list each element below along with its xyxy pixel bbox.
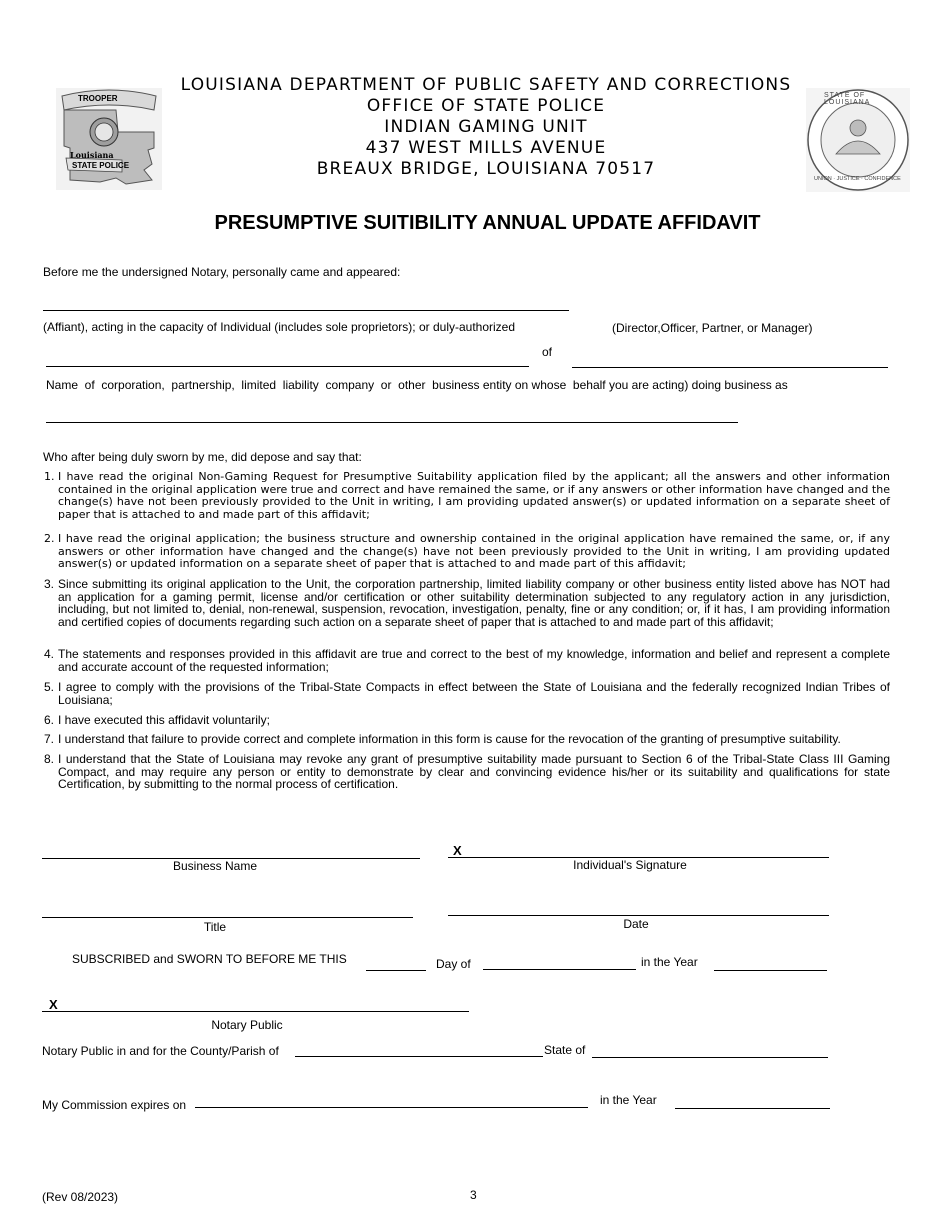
county-parish-field[interactable]	[295, 1056, 543, 1057]
item-number: 3.	[44, 577, 55, 591]
intro-text: Before me the undersigned Notary, personally came and appeared:	[43, 265, 401, 279]
doing-business-as-field[interactable]	[46, 422, 738, 423]
item-text: I have read the original Non-Gaming Request for Presumptive Suitability application filed by the applicant; all the answers and other information contained in the original application were true and correct and have remained the same, or if any answers or other information have changed and the change(s) have not been previously provided to the Unit in writing, I am providing updated answer(s) or updated information on a separate sheet of paper that is attached to and made part of this affidavit;	[58, 470, 890, 521]
badge-bottom-text: STATE POLICE	[72, 161, 130, 170]
page-title: PRESUMPTIVE SUITIBILITY ANNUAL UPDATE AFFIDAVIT	[214, 212, 761, 234]
badge-mid-text: Louisiana	[70, 150, 114, 160]
in-the-year-label: in the Year	[641, 955, 698, 969]
list-item	[44, 533, 890, 571]
affiant-name-field[interactable]	[43, 310, 569, 311]
capacity-field[interactable]	[46, 366, 529, 367]
commission-date-field[interactable]	[195, 1107, 588, 1108]
state-of-label: State of	[544, 1043, 586, 1057]
header-line-4: 437 WEST MILLS AVENUE	[365, 138, 607, 158]
year-field[interactable]	[714, 970, 827, 971]
notary-x-mark: X	[49, 997, 58, 1012]
header-line-5: BREAUX BRIDGE, LOUISIANA 70517	[316, 159, 656, 179]
state-police-badge-logo	[56, 88, 162, 190]
item-number: 4.	[44, 647, 55, 661]
item-text: I understand that failure to provide correct and complete information in this form is cause for the revocation of the granting of presumptive suitability.	[58, 732, 841, 746]
entity-label: Name of corporation, partnership, limited liability company or other business entity on whose behalf you are acting) doing business as	[46, 378, 788, 392]
commission-label: My Commission expires on	[42, 1098, 187, 1112]
signature-x-mark: X	[453, 843, 462, 858]
item-number: 7.	[44, 732, 55, 746]
month-field[interactable]	[483, 969, 636, 970]
list-item	[44, 714, 890, 727]
subscribed-label: SUBSCRIBED and SWORN TO BEFORE ME THIS	[72, 952, 347, 966]
revision-label: (Rev 08/2023)	[42, 1190, 119, 1204]
title-label: Title	[203, 920, 227, 934]
in-the-year-label-2: in the Year	[600, 1093, 657, 1107]
of-label: of	[542, 345, 553, 359]
list-item	[44, 471, 890, 521]
date-label: Date	[623, 917, 649, 931]
list-item	[44, 578, 890, 628]
list-item	[44, 753, 890, 791]
header-line-1: LOUISIANA DEPARTMENT OF PUBLIC SAFETY AND CORRECTIONS	[180, 75, 792, 95]
item-text: I agree to comply with the provisions of the Tribal-State Compacts in effect between the State of Louisiana and the federally recognized Indian Tribes of Louisiana;	[58, 680, 890, 707]
sworn-intro: Who after being duly sworn by me, did depose and say that:	[43, 450, 362, 464]
state-field[interactable]	[592, 1057, 828, 1058]
director-label: (Director,Officer, Partner, or Manager)	[612, 321, 813, 335]
list-item	[44, 681, 890, 706]
business-entity-field[interactable]	[572, 367, 888, 368]
item-number: 1.	[44, 470, 55, 483]
item-text: The statements and responses provided in this affidavit are true and correct to the best of my knowledge, information and belief and represent a complete and accurate account of the requested information;	[58, 647, 890, 674]
individual-signature-label: Individual's Signature	[573, 858, 687, 872]
item-number: 2.	[44, 532, 55, 545]
item-text: I have read the original application; the business structure and ownership contained in the original application have remained the same, or, if any answers or other information have changed and the change(s) have not been previously provided to the Unit in writing, I am providing updated answer(s) or updated information on a separate sheet of paper that is attached to and made part of this affidavit;	[58, 532, 890, 571]
badge-top-text: TROOPER	[78, 94, 118, 103]
notary-public-label: Notary Public	[211, 1018, 283, 1032]
commission-year-field[interactable]	[675, 1108, 830, 1109]
title-field[interactable]	[42, 917, 413, 918]
item-text: I have executed this affidavit voluntarily;	[58, 713, 270, 727]
seal-inner-text: UNION · JUSTICE · CONFIDENCE	[814, 176, 901, 182]
business-name-label: Business Name	[172, 859, 258, 873]
page-number: 3	[470, 1188, 477, 1202]
header-line-2: OFFICE OF STATE POLICE	[366, 96, 606, 116]
day-of-label: Day of	[436, 957, 471, 971]
date-field[interactable]	[448, 915, 829, 916]
seal-ring-text: STATE OF LOUISIANA	[824, 92, 871, 106]
header-line-3: INDIAN GAMING UNIT	[384, 117, 588, 137]
county-parish-label: Notary Public in and for the County/Parish of	[42, 1044, 279, 1058]
item-number: 6.	[44, 713, 55, 727]
item-text: I understand that the State of Louisiana may revoke any grant of presumptive suitability made pursuant to Section 6 of the Tribal-State Class III Gaming Compact, and may require any person or entity to demonstrate by clear and convincing evidence his/her or its suitability and qualifications for state Certification, by submitting to the normal process of certification.	[58, 752, 890, 792]
list-item	[44, 648, 890, 673]
item-number: 5.	[44, 680, 55, 694]
item-text: Since submitting its original application to the Unit, the corporation partnership, limited liability company or other business entity listed above has NOT had an application for a gaming permit, license and/or certification or other suitability determination subjected to any regulatory action in any jurisdiction, including, but not limited to, denial, non-renewal, suspension, revocation, investigation, penalty, fine or any condition; or, if it has, I am providing information and certified copies of documents regarding such action on a separate sheet of paper that is attached to and made part of this affidavit;	[58, 577, 890, 629]
list-item	[44, 733, 890, 746]
item-number: 8.	[44, 752, 55, 766]
affiant-label: (Affiant), acting in the capacity of Individual (includes sole proprietors); or duly-authorized	[43, 320, 516, 334]
notary-signature-field[interactable]	[42, 1011, 469, 1012]
subscribed-day-field[interactable]	[366, 970, 426, 971]
